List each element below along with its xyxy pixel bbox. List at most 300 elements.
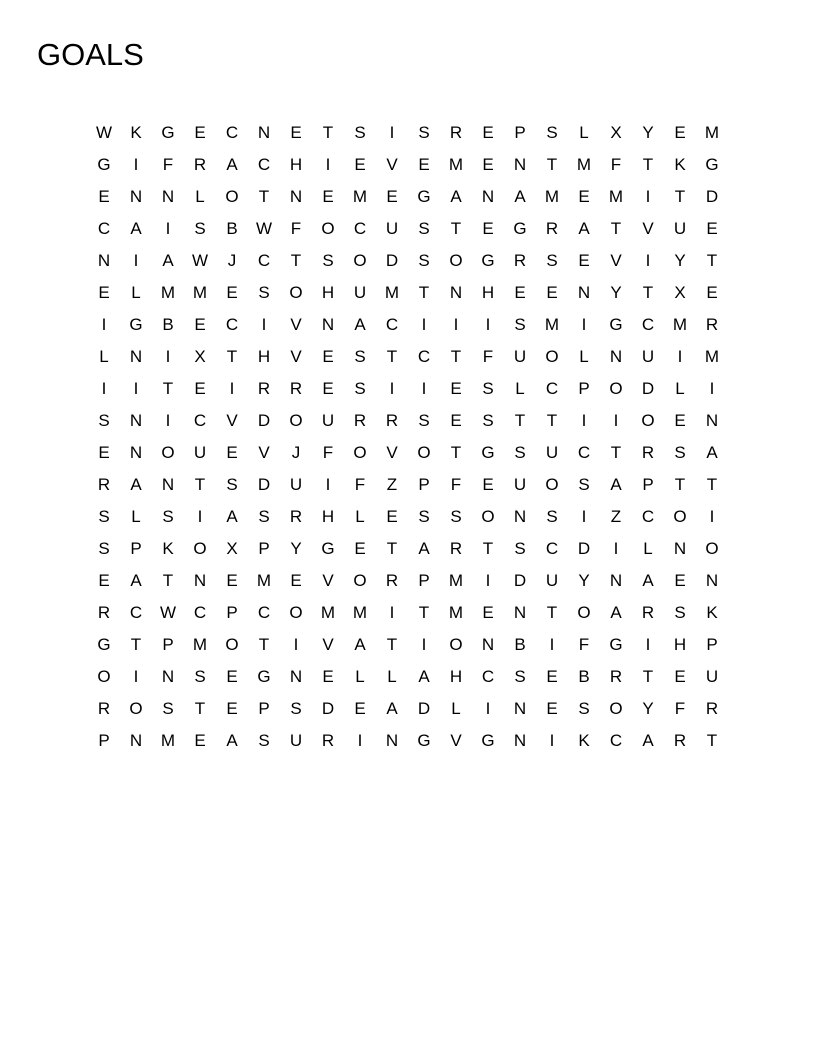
grid-letter: N [449, 283, 463, 302]
grid-letter: E [98, 283, 110, 302]
grid-letter: E [194, 315, 206, 334]
grid-letter: N [289, 667, 303, 686]
grid-letter: W [255, 219, 273, 238]
grid-letter: H [321, 283, 335, 302]
grid-letter: A [226, 155, 238, 174]
grid-letter: S [162, 699, 174, 718]
grid-letter: E [674, 571, 686, 590]
grid-letter: L [355, 667, 365, 686]
grid-letter: O [609, 379, 623, 398]
grid-letter: O [97, 667, 111, 686]
grid-letter: N [705, 411, 719, 430]
grid-letter: T [706, 731, 718, 750]
grid-letter: S [354, 347, 366, 366]
grid-letter: T [258, 635, 270, 654]
grid-letter: D [257, 411, 271, 430]
grid-letter: M [192, 635, 208, 654]
grid-letter: U [545, 571, 559, 590]
grid-letter: A [130, 571, 142, 590]
grid-letter: R [673, 731, 687, 750]
page-title: GOALS [37, 37, 144, 72]
grid-letter: A [514, 187, 526, 206]
grid-letter: A [610, 603, 622, 622]
grid-letter: H [321, 507, 335, 526]
grid-letter: N [129, 731, 143, 750]
grid-letter: S [514, 443, 526, 462]
grid-letter: S [258, 507, 270, 526]
grid-letter: F [162, 155, 174, 174]
grid-letter: E [450, 379, 462, 398]
grid-letter: I [165, 347, 171, 366]
grid-letter: O [609, 699, 623, 718]
grid-letter: D [577, 539, 591, 558]
grid-letter: O [321, 219, 335, 238]
grid-letter: N [513, 507, 527, 526]
grid-letter: T [322, 123, 334, 142]
grid-letter: I [613, 411, 619, 430]
grid-letter: K [578, 731, 590, 750]
grid-letter: M [448, 603, 464, 622]
grid-letter: I [389, 123, 395, 142]
grid-letter: I [485, 699, 491, 718]
grid-letter: T [450, 443, 462, 462]
grid-letter: S [674, 603, 686, 622]
grid-letter: E [418, 155, 430, 174]
grid-letter: A [450, 187, 462, 206]
grid-letter: W [159, 603, 177, 622]
grid-letter: C [225, 315, 239, 334]
grid-letter: K [130, 123, 142, 142]
grid-letter: O [129, 699, 143, 718]
grid-letter: J [291, 443, 301, 462]
grid-letter: E [546, 283, 558, 302]
word-search-grid [88, 117, 728, 757]
grid-letter: N [129, 347, 143, 366]
grid-letter: O [577, 603, 591, 622]
grid-letter: E [578, 187, 590, 206]
grid-letter: N [257, 123, 271, 142]
grid-letter: I [421, 315, 427, 334]
grid-letter: F [450, 475, 462, 494]
grid-letter: O [449, 251, 463, 270]
grid-letter: O [289, 283, 303, 302]
grid-letter: A [642, 571, 654, 590]
grid-letter: I [133, 251, 139, 270]
grid-letter: U [513, 347, 527, 366]
grid-letter: F [482, 347, 494, 366]
grid-letter: N [513, 155, 527, 174]
grid-letter: U [545, 443, 559, 462]
grid-letter: T [674, 187, 686, 206]
grid-letter: F [322, 443, 334, 462]
grid-letter: T [386, 539, 398, 558]
grid-letter: R [353, 411, 367, 430]
grid-letter: T [194, 699, 206, 718]
grid-letter: G [321, 539, 335, 558]
grid-letter: T [642, 283, 654, 302]
grid-letter: P [418, 475, 430, 494]
grid-letter: O [289, 411, 303, 430]
grid-letter: C [577, 443, 591, 462]
grid-letter: L [99, 347, 109, 366]
grid-letter: E [546, 667, 558, 686]
grid-letter: H [289, 155, 303, 174]
grid-letter: V [226, 411, 238, 430]
grid-letter: B [578, 667, 590, 686]
grid-letter: S [98, 411, 110, 430]
grid-letter: J [227, 251, 237, 270]
grid-letter: E [354, 699, 366, 718]
grid-letter: I [581, 507, 587, 526]
grid-letter: C [545, 379, 559, 398]
grid-letter: I [325, 475, 331, 494]
grid-letter: G [97, 155, 111, 174]
grid-letter: V [450, 731, 462, 750]
grid-letter: R [289, 379, 303, 398]
grid-letter: D [641, 379, 655, 398]
grid-letter: H [481, 283, 495, 302]
grid-letter: E [674, 667, 686, 686]
grid-letter: R [513, 251, 527, 270]
grid-letter: R [609, 667, 623, 686]
grid-letter: N [161, 475, 175, 494]
grid-letter: L [579, 347, 589, 366]
grid-letter: E [706, 219, 718, 238]
grid-letter: V [610, 251, 622, 270]
grid-letter: I [549, 731, 555, 750]
grid-letter: E [322, 379, 334, 398]
grid-letter: N [161, 667, 175, 686]
grid-letter: C [481, 667, 495, 686]
grid-letter: H [257, 347, 271, 366]
grid-letter: Y [578, 571, 590, 590]
grid-letter: P [98, 731, 110, 750]
grid-letter: I [133, 667, 139, 686]
grid-letter: C [97, 219, 111, 238]
grid-letter: T [418, 283, 430, 302]
grid-letter: B [226, 219, 238, 238]
grid-letter: I [645, 187, 651, 206]
grid-letter: M [448, 571, 464, 590]
grid-letter: F [290, 219, 302, 238]
grid-letter: R [385, 571, 399, 590]
grid-letter: U [673, 219, 687, 238]
grid-letter: I [133, 155, 139, 174]
grid-letter: C [417, 347, 431, 366]
grid-letter: T [450, 219, 462, 238]
grid-letter: U [321, 411, 335, 430]
grid-letter: L [131, 283, 141, 302]
grid-letter: S [226, 475, 238, 494]
grid-letter: A [226, 731, 238, 750]
grid-letter: A [130, 475, 142, 494]
grid-letter: A [418, 667, 430, 686]
grid-letter: T [514, 411, 526, 430]
grid-letter: W [95, 123, 113, 142]
grid-letter: M [352, 187, 368, 206]
grid-letter: C [129, 603, 143, 622]
grid-letter: L [643, 539, 653, 558]
grid-letter: S [578, 475, 590, 494]
grid-letter: C [353, 219, 367, 238]
grid-letter: R [449, 539, 463, 558]
grid-letter: E [674, 411, 686, 430]
grid-letter: S [98, 539, 110, 558]
grid-letter: M [320, 603, 336, 622]
grid-letter: N [161, 187, 175, 206]
grid-letter: C [193, 603, 207, 622]
grid-letter: I [421, 379, 427, 398]
grid-letter: X [610, 123, 622, 142]
grid-letter: M [704, 123, 720, 142]
grid-letter: I [645, 251, 651, 270]
grid-letter: E [194, 731, 206, 750]
grid-letter: E [226, 699, 238, 718]
grid-letter: E [354, 155, 366, 174]
grid-letter: E [226, 571, 238, 590]
grid-letter: N [193, 571, 207, 590]
grid-letter: E [98, 187, 110, 206]
grid-letter: T [610, 443, 622, 462]
grid-letter: I [165, 411, 171, 430]
grid-letter: T [162, 379, 174, 398]
grid-letter: E [482, 123, 494, 142]
grid-letter: R [641, 603, 655, 622]
grid-letter: S [418, 219, 430, 238]
grid-letter: E [322, 347, 334, 366]
grid-letter: T [162, 571, 174, 590]
grid-letter: S [354, 379, 366, 398]
grid-letter: E [578, 251, 590, 270]
grid-letter: I [293, 635, 299, 654]
grid-letter: Z [386, 475, 398, 494]
grid-letter: I [165, 219, 171, 238]
grid-letter: G [705, 155, 719, 174]
grid-letter: S [194, 219, 206, 238]
grid-letter: A [354, 315, 366, 334]
grid-letter: A [386, 699, 398, 718]
grid-letter: I [389, 379, 395, 398]
grid-letter: N [513, 699, 527, 718]
grid-letter: P [642, 475, 654, 494]
grid-letter: G [609, 635, 623, 654]
grid-letter: R [97, 603, 111, 622]
grid-letter: N [609, 347, 623, 366]
grid-letter: F [610, 155, 622, 174]
grid-letter: S [290, 699, 302, 718]
grid-letter: T [194, 475, 206, 494]
grid-letter: G [609, 315, 623, 334]
grid-letter: I [421, 635, 427, 654]
grid-letter: T [226, 347, 238, 366]
grid-letter: E [482, 603, 494, 622]
grid-letter: O [353, 443, 367, 462]
grid-letter: E [322, 187, 334, 206]
grid-letter: G [97, 635, 111, 654]
grid-letter: R [193, 155, 207, 174]
grid-letter: V [322, 635, 334, 654]
grid-letter: L [515, 379, 525, 398]
grid-letter: B [162, 315, 174, 334]
grid-letter: C [385, 315, 399, 334]
grid-letter: V [386, 155, 398, 174]
grid-letter: O [289, 603, 303, 622]
grid-letter: P [226, 603, 238, 622]
grid-letter: T [546, 411, 558, 430]
grid-letter: U [289, 731, 303, 750]
grid-letter: O [705, 539, 719, 558]
grid-letter: M [160, 731, 176, 750]
grid-letter: T [482, 539, 494, 558]
grid-letter: S [546, 251, 558, 270]
grid-letter: M [448, 155, 464, 174]
grid-letter: N [481, 635, 495, 654]
grid-letter: T [706, 475, 718, 494]
grid-letter: L [195, 187, 205, 206]
grid-letter: T [258, 187, 270, 206]
grid-letter: E [98, 443, 110, 462]
grid-letter: I [389, 603, 395, 622]
grid-letter: R [257, 379, 271, 398]
grid-letter: D [257, 475, 271, 494]
grid-letter: D [321, 699, 335, 718]
grid-letter: S [450, 507, 462, 526]
grid-letter: O [225, 635, 239, 654]
grid-letter: T [290, 251, 302, 270]
grid-letter: C [641, 315, 655, 334]
grid-letter: E [290, 123, 302, 142]
grid-letter: N [289, 187, 303, 206]
grid-letter: A [610, 475, 622, 494]
grid-letter: L [387, 667, 397, 686]
grid-letter: I [709, 379, 715, 398]
grid-letter: T [674, 475, 686, 494]
grid-letter: V [642, 219, 654, 238]
grid-letter: I [549, 635, 555, 654]
grid-letter: O [449, 635, 463, 654]
grid-letter: G [129, 315, 143, 334]
grid-letter: Y [642, 699, 654, 718]
grid-letter: L [675, 379, 685, 398]
grid-letter: O [673, 507, 687, 526]
grid-letter: N [673, 539, 687, 558]
grid-letter: P [514, 123, 526, 142]
grid-letter: K [674, 155, 686, 174]
grid-letter: O [353, 251, 367, 270]
grid-letter: E [194, 123, 206, 142]
grid-letter: I [485, 315, 491, 334]
grid-letter: S [258, 283, 270, 302]
grid-letter: U [385, 219, 399, 238]
grid-letter: R [705, 699, 719, 718]
grid-letter: E [290, 571, 302, 590]
grid-letter: P [418, 571, 430, 590]
grid-letter: M [544, 315, 560, 334]
grid-letter: U [289, 475, 303, 494]
grid-letter: G [481, 443, 495, 462]
grid-letter: I [101, 315, 107, 334]
grid-letter: E [322, 667, 334, 686]
grid-letter: A [162, 251, 174, 270]
grid-letter: E [482, 155, 494, 174]
grid-letter: R [97, 475, 111, 494]
grid-letter: X [226, 539, 238, 558]
grid-letter: R [385, 411, 399, 430]
grid-letter: L [131, 507, 141, 526]
grid-letter: N [609, 571, 623, 590]
grid-letter: I [229, 379, 235, 398]
grid-letter: S [418, 123, 430, 142]
grid-letter: K [162, 539, 174, 558]
grid-letter: F [674, 699, 686, 718]
grid-letter: I [677, 347, 683, 366]
grid-letter: S [514, 667, 526, 686]
grid-letter: M [352, 603, 368, 622]
grid-letter: M [256, 571, 272, 590]
grid-letter: O [545, 347, 559, 366]
grid-letter: E [674, 123, 686, 142]
grid-letter: S [194, 667, 206, 686]
grid-letter: N [385, 731, 399, 750]
grid-letter: V [386, 443, 398, 462]
grid-letter: D [385, 251, 399, 270]
grid-letter: R [705, 315, 719, 334]
grid-letter: C [609, 731, 623, 750]
grid-letter: S [514, 315, 526, 334]
grid-letter: Y [642, 123, 654, 142]
grid-letter: S [418, 411, 430, 430]
grid-letter: T [642, 667, 654, 686]
grid-letter: R [545, 219, 559, 238]
grid-letter: I [357, 731, 363, 750]
grid-letter: E [482, 475, 494, 494]
grid-letter: P [706, 635, 718, 654]
grid-letter: Y [290, 539, 302, 558]
grid-letter: O [193, 539, 207, 558]
grid-letter: R [289, 507, 303, 526]
grid-letter: E [546, 699, 558, 718]
grid-letter: P [130, 539, 142, 558]
grid-letter: X [674, 283, 686, 302]
grid-letter: E [450, 411, 462, 430]
grid-letter: O [417, 443, 431, 462]
grid-letter: M [576, 155, 592, 174]
grid-letter: U [193, 443, 207, 462]
grid-letter: C [193, 411, 207, 430]
grid-letter: L [451, 699, 461, 718]
grid-letter: G [513, 219, 527, 238]
grid-letter: I [485, 571, 491, 590]
grid-letter: G [481, 731, 495, 750]
grid-letter: N [129, 187, 143, 206]
grid-letter: W [191, 251, 209, 270]
grid-letter: M [672, 315, 688, 334]
grid-letter: N [513, 731, 527, 750]
grid-letter: S [546, 123, 558, 142]
grid-letter: A [354, 635, 366, 654]
grid-letter: I [453, 315, 459, 334]
grid-letter: S [322, 251, 334, 270]
grid-letter: I [133, 379, 139, 398]
grid-letter: S [418, 251, 430, 270]
grid-letter: D [417, 699, 431, 718]
grid-letter: A [642, 731, 654, 750]
grid-letter: C [545, 539, 559, 558]
grid-letter: V [258, 443, 270, 462]
grid-letter: U [353, 283, 367, 302]
grid-letter: I [581, 315, 587, 334]
grid-letter: G [481, 251, 495, 270]
